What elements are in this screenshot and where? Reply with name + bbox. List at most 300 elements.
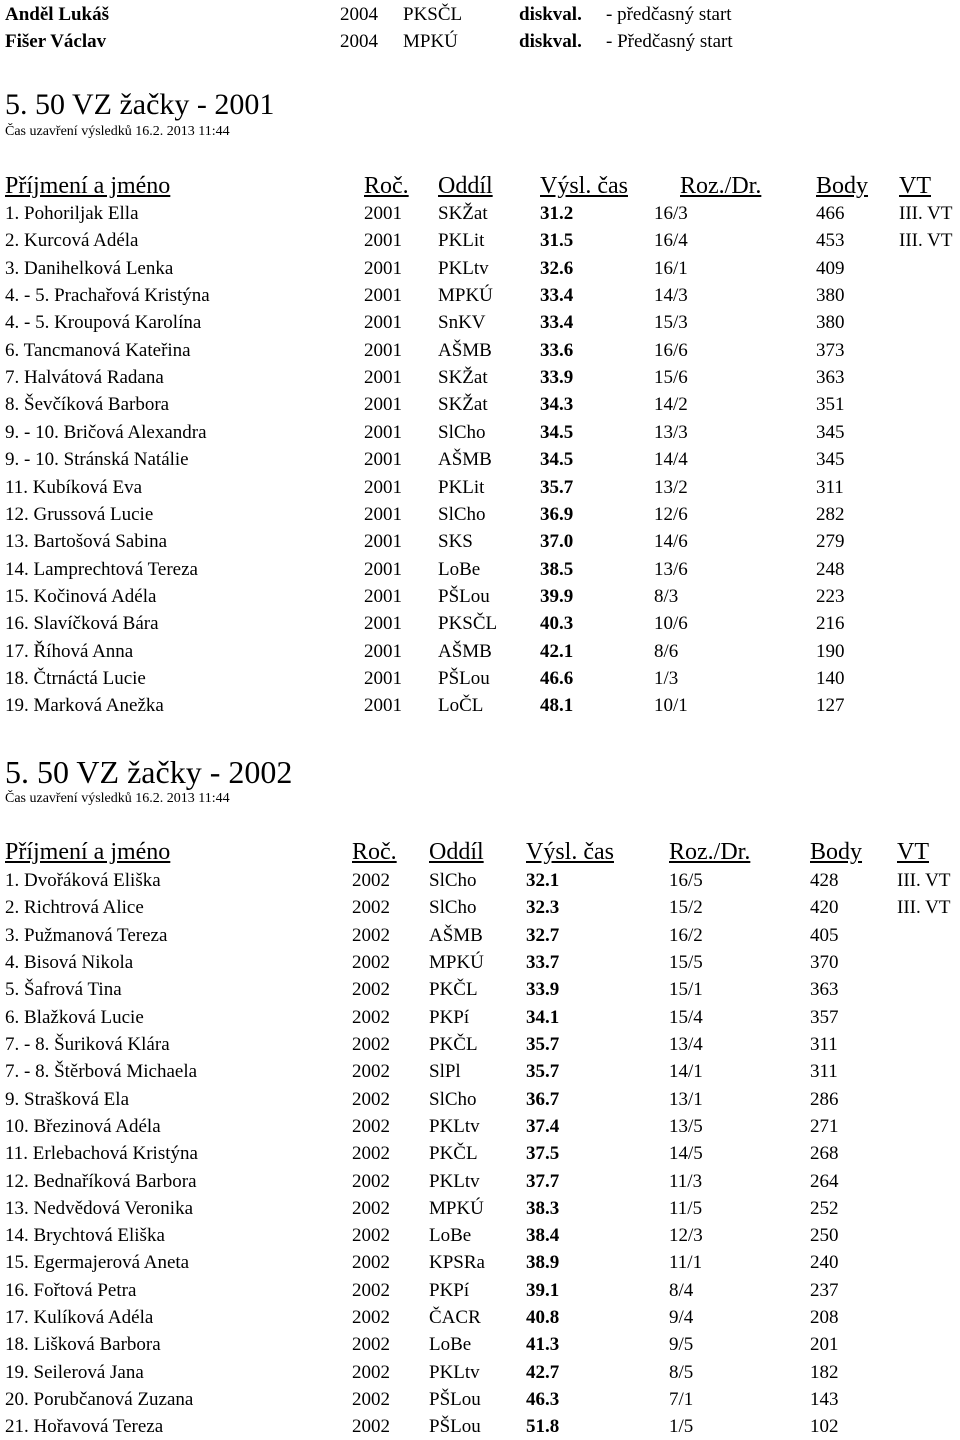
rank: 10. <box>5 1116 34 1137</box>
header-points: Body <box>810 839 863 865</box>
swimmer-cell <box>5 1004 144 1031</box>
heat-lane: 16/3 <box>654 203 688 224</box>
points: 286 <box>810 1089 839 1110</box>
swimmer-cell <box>5 867 161 894</box>
birth-year: 2001 <box>364 394 402 415</box>
header-points: Body <box>816 173 869 199</box>
birth-year: 2002 <box>352 1171 390 1192</box>
result-time: 36.9 <box>540 504 574 525</box>
swimmer-name: Halvátová Radana <box>24 367 164 388</box>
rank: 19. <box>5 1362 34 1383</box>
rank: 20. <box>5 1389 34 1410</box>
heat-lane: 13/2 <box>654 477 688 498</box>
table-row <box>0 1031 960 1058</box>
swimmer-name: Porubčanová Zuzana <box>33 1389 194 1410</box>
table-row <box>0 922 960 949</box>
birth-year: 2001 <box>364 477 402 498</box>
swimmer-cell <box>5 1386 193 1413</box>
points: 216 <box>816 613 845 634</box>
swimmer-name: Kubíková Eva <box>32 477 143 498</box>
club: SlCho <box>429 1089 477 1110</box>
points: 240 <box>810 1252 839 1273</box>
swimmer-name: Fišer Václav <box>5 31 107 52</box>
birth-year: 2001 <box>364 422 402 443</box>
points: 248 <box>816 559 845 580</box>
status: diskval. <box>519 4 582 25</box>
birth-year: 2002 <box>352 1007 390 1028</box>
club: PKLtv <box>429 1171 480 1192</box>
table-row <box>0 1304 960 1331</box>
club: PŠLou <box>438 668 490 689</box>
club: PŠLou <box>438 586 490 607</box>
points: 420 <box>810 897 839 918</box>
swimmer-name: Pužmanová Tereza <box>24 925 168 946</box>
swimmer-name: Kulíková Adéla <box>33 1307 154 1328</box>
birth-year: 2002 <box>352 1389 390 1410</box>
club: AŠMB <box>438 641 492 662</box>
club: PKLit <box>438 477 485 498</box>
result-time: 32.7 <box>526 925 560 946</box>
rank: 4. - 5. <box>5 285 55 306</box>
club: PKSČL <box>403 4 463 25</box>
result-time: 34.5 <box>540 422 574 443</box>
club: PKPí <box>429 1007 470 1028</box>
swimmer-cell <box>5 894 144 921</box>
rank: 1. <box>5 203 24 224</box>
result-time: 33.6 <box>540 340 574 361</box>
header-vt: VT <box>897 839 929 865</box>
points: 409 <box>816 258 845 279</box>
table-row <box>0 1086 960 1113</box>
points: 143 <box>810 1389 839 1410</box>
result-time: 46.6 <box>540 668 574 689</box>
swimmer-name: Březinová Adéla <box>33 1116 161 1137</box>
club: ČACR <box>429 1307 481 1328</box>
rank: 16. <box>5 1280 34 1301</box>
heat-lane: 11/3 <box>669 1171 703 1192</box>
swimmer-name: Marková Anežka <box>33 695 164 716</box>
result-time: 33.4 <box>540 285 574 306</box>
swimmer-cell <box>5 446 189 473</box>
club: PKČL <box>429 1143 478 1164</box>
birth-year: 2002 <box>352 1061 390 1082</box>
table-row <box>0 255 960 282</box>
result-time: 37.4 <box>526 1116 560 1137</box>
header-time: Výsl. čas <box>540 173 628 199</box>
result-time: 40.8 <box>526 1307 560 1328</box>
club: MPKÚ <box>403 31 458 52</box>
table-row <box>0 419 960 446</box>
birth-year: 2002 <box>352 1225 390 1246</box>
heat-lane: 7/1 <box>669 1389 694 1410</box>
rank: 11. <box>5 1143 33 1164</box>
table-row <box>0 949 960 976</box>
swimmer-cell <box>5 528 167 555</box>
heat-lane: 15/3 <box>654 312 688 333</box>
points: 453 <box>816 230 845 251</box>
table-row <box>0 976 960 1003</box>
header-name: Příjmení a jméno <box>5 173 171 199</box>
heat-lane: 1/3 <box>654 668 679 689</box>
rank: 6. <box>5 1007 24 1028</box>
birth-year: 2002 <box>352 1198 390 1219</box>
swimmer-cell <box>5 922 167 949</box>
heat-lane: 13/6 <box>654 559 688 580</box>
note: - Předčasný start <box>606 31 733 52</box>
swimmer-name: Erlebachová Kristýna <box>32 1143 198 1164</box>
rank: 16. <box>5 613 34 634</box>
result-time: 39.1 <box>526 1280 560 1301</box>
birth-year: 2001 <box>364 531 402 552</box>
club: LoBe <box>429 1334 472 1355</box>
birth-year: 2001 <box>364 230 402 251</box>
rank: 9. - 10. <box>5 449 64 470</box>
swimmer-cell <box>5 282 210 309</box>
club: AŠMB <box>429 925 483 946</box>
club: PKČL <box>429 1034 478 1055</box>
swimmer-cell <box>5 419 207 446</box>
rank: 7. - 8. <box>5 1034 55 1055</box>
result-time: 31.5 <box>540 230 574 251</box>
rank: 17. <box>5 1307 34 1328</box>
heat-lane: 10/1 <box>654 695 688 716</box>
club: MPKÚ <box>438 285 493 306</box>
table-row <box>0 583 960 610</box>
heat-lane: 15/1 <box>669 979 703 1000</box>
table-row <box>0 1058 960 1085</box>
result-time: 32.3 <box>526 897 560 918</box>
swimmer-name: Grussová Lucie <box>33 504 154 525</box>
birth-year: 2002 <box>352 1280 390 1301</box>
club: SKŽat <box>438 203 488 224</box>
points: 380 <box>816 285 845 306</box>
swimmer-cell <box>5 255 173 282</box>
rank: 19. <box>5 695 34 716</box>
swimmer-name: Strašková Ela <box>24 1089 130 1110</box>
swimmer-cell <box>5 1331 161 1358</box>
swimmer-name: Kurcová Adéla <box>24 230 139 251</box>
swimmer-name: Šuriková Klára <box>54 1034 170 1055</box>
birth-year: 2001 <box>364 258 402 279</box>
swimmer-name: Seilerová Jana <box>33 1362 144 1383</box>
swimmer-cell <box>5 1277 136 1304</box>
points: 405 <box>810 925 839 946</box>
rank: 17. <box>5 641 34 662</box>
result-time: 31.2 <box>540 203 574 224</box>
table-row <box>0 1277 960 1304</box>
swimmer-name: Fořtová Petra <box>33 1280 137 1301</box>
heat-lane: 16/6 <box>654 340 688 361</box>
result-time: 32.6 <box>540 258 574 279</box>
rank: 4. - 5. <box>5 312 55 333</box>
swimmer-cell <box>5 1113 161 1140</box>
club: MPKÚ <box>429 1198 484 1219</box>
heat-lane: 9/4 <box>669 1307 694 1328</box>
points: 264 <box>810 1171 839 1192</box>
club: SKŽat <box>438 367 488 388</box>
table-row <box>0 610 960 637</box>
swimmer-cell <box>5 227 138 254</box>
birth-year: 2001 <box>364 449 402 470</box>
birth-year: 2001 <box>364 285 402 306</box>
table-row <box>0 1331 960 1358</box>
club: PKLtv <box>429 1362 480 1383</box>
heat-lane: 15/2 <box>669 897 703 918</box>
swimmer-name: Nedvědová Veronika <box>33 1198 194 1219</box>
swimmer-name: Hořavová Tereza <box>33 1416 164 1437</box>
rank: 13. <box>5 531 34 552</box>
swimmer-cell <box>5 692 164 719</box>
heat-lane: 11/1 <box>669 1252 703 1273</box>
table-row <box>0 1222 960 1249</box>
heat-lane: 8/4 <box>669 1280 694 1301</box>
heat-lane: 16/1 <box>654 258 688 279</box>
swimmer-cell <box>5 1359 144 1386</box>
heat-lane: 16/2 <box>669 925 703 946</box>
rank: 9. <box>5 1089 24 1110</box>
rank: 18. <box>5 1334 34 1355</box>
points: 363 <box>816 367 845 388</box>
swimmer-cell <box>5 665 146 692</box>
result-time: 35.7 <box>540 477 574 498</box>
note: - předčasný start <box>606 4 732 25</box>
performance-class: III. VT <box>897 897 951 918</box>
result-time: 41.3 <box>526 1334 560 1355</box>
results-closed-time: Čas uzavření výsledků 16.2. 2013 11:44 <box>5 124 230 139</box>
swimmer-name: Kroupová Karolína <box>54 312 202 333</box>
heat-lane: 15/4 <box>669 1007 703 1028</box>
birth-year: 2002 <box>352 979 390 1000</box>
table-row <box>0 1140 960 1167</box>
birth-year: 2002 <box>352 1034 390 1055</box>
rank: 11. <box>5 477 33 498</box>
points: 208 <box>810 1307 839 1328</box>
club: LoBe <box>438 559 481 580</box>
club: PKLtv <box>438 258 489 279</box>
swimmer-cell <box>5 949 133 976</box>
table-row <box>0 1195 960 1222</box>
heat-lane: 15/5 <box>669 952 703 973</box>
section-title: 5. 50 VZ žačky - 2002 <box>5 754 293 790</box>
points: 311 <box>810 1061 838 1082</box>
swimmer-name: Stránská Natálie <box>63 449 189 470</box>
header-club: Oddíl <box>429 839 484 865</box>
points: 271 <box>810 1116 839 1137</box>
table-row <box>0 1413 960 1440</box>
heat-lane: 8/3 <box>654 586 679 607</box>
rank: 14. <box>5 1225 34 1246</box>
result-time: 35.7 <box>526 1061 560 1082</box>
rank: 6. <box>5 340 24 361</box>
club: MPKÚ <box>429 952 484 973</box>
birth-year: 2002 <box>352 1252 390 1273</box>
performance-class: III. VT <box>899 203 953 224</box>
swimmer-name: Šafrová Tina <box>24 979 122 1000</box>
header-time: Výsl. čas <box>526 839 614 865</box>
swimmer-name: Bartošová Sabina <box>33 531 168 552</box>
table-row <box>0 309 960 336</box>
result-time: 37.5 <box>526 1143 560 1164</box>
table-row <box>0 1249 960 1276</box>
header-year: Roč. <box>352 839 397 865</box>
result-time: 33.9 <box>540 367 574 388</box>
club: KPSRa <box>429 1252 485 1273</box>
result-time: 34.1 <box>526 1007 560 1028</box>
rank: 2. <box>5 230 24 251</box>
swimmer-cell <box>5 1249 189 1276</box>
club: SlCho <box>438 422 486 443</box>
club: LoBe <box>429 1225 472 1246</box>
rank: 18. <box>5 668 34 689</box>
performance-class: III. VT <box>899 230 953 251</box>
result-time: 32.1 <box>526 870 560 891</box>
table-row <box>0 894 960 921</box>
birth-year: 2001 <box>364 367 402 388</box>
table-row <box>0 692 960 719</box>
performance-class: III. VT <box>897 870 951 891</box>
club: SlCho <box>429 870 477 891</box>
swimmer-cell <box>5 309 201 336</box>
heat-lane: 15/6 <box>654 367 688 388</box>
heat-lane: 16/4 <box>654 230 688 251</box>
club: SKŽat <box>438 394 488 415</box>
swimmer-cell <box>5 583 156 610</box>
heat-lane: 16/5 <box>669 870 703 891</box>
table-row <box>0 1359 960 1386</box>
birth-year: 2002 <box>352 897 390 918</box>
table-row <box>0 227 960 254</box>
result-time: 34.5 <box>540 449 574 470</box>
result-time: 37.7 <box>526 1171 560 1192</box>
birth-year: 2001 <box>364 312 402 333</box>
points: 428 <box>810 870 839 891</box>
header-name: Příjmení a jméno <box>5 839 171 865</box>
club: PKPí <box>429 1280 470 1301</box>
birth-year: 2001 <box>364 668 402 689</box>
points: 311 <box>816 477 844 498</box>
heat-lane: 14/6 <box>654 531 688 552</box>
result-time: 39.9 <box>540 586 574 607</box>
swimmer-name: Bednaříková Barbora <box>33 1171 197 1192</box>
swimmer-cell <box>5 501 153 528</box>
heat-lane: 9/5 <box>669 1334 694 1355</box>
heat-lane: 13/3 <box>654 422 688 443</box>
table-row <box>0 1386 960 1413</box>
birth-year: 2001 <box>364 586 402 607</box>
rank: 15. <box>5 586 34 607</box>
heat-lane: 14/4 <box>654 449 688 470</box>
points: 140 <box>816 668 845 689</box>
table-row <box>0 337 960 364</box>
swimmer-cell <box>5 364 164 391</box>
swimmer-name: Anděl Lukáš <box>5 4 110 25</box>
result-time: 33.9 <box>526 979 560 1000</box>
result-time: 38.4 <box>526 1225 560 1246</box>
swimmer-name: Tancmanová Kateřina <box>23 340 191 361</box>
points: 363 <box>810 979 839 1000</box>
rank: 3. <box>5 925 24 946</box>
birth-year: 2001 <box>364 695 402 716</box>
swimmer-name: Slavíčková Bára <box>33 613 159 634</box>
club: PKLtv <box>429 1116 480 1137</box>
header-club: Oddíl <box>438 173 493 199</box>
heat-lane: 14/1 <box>669 1061 703 1082</box>
result-time: 37.0 <box>540 531 574 552</box>
birth-year: 2002 <box>352 1143 390 1164</box>
points: 250 <box>810 1225 839 1246</box>
birth-year: 2001 <box>364 613 402 634</box>
swimmer-name: Lišková Barbora <box>33 1334 161 1355</box>
club: PŠLou <box>429 1416 481 1437</box>
table-row <box>0 200 960 227</box>
birth-year: 2002 <box>352 1334 390 1355</box>
club: LoČL <box>438 695 484 716</box>
birth-year: 2002 <box>352 870 390 891</box>
birth-year: 2002 <box>352 1089 390 1110</box>
table-header <box>0 171 960 201</box>
swimmer-cell <box>5 474 142 501</box>
result-time: 38.5 <box>540 559 574 580</box>
points: 380 <box>816 312 845 333</box>
rank: 2. <box>5 897 24 918</box>
rank: 7. - 8. <box>5 1061 55 1082</box>
rank: 1. <box>5 870 24 891</box>
swimmer-cell <box>5 1058 197 1085</box>
club: AŠMB <box>438 340 492 361</box>
birth-year: 2002 <box>352 1362 390 1383</box>
points: 127 <box>816 695 845 716</box>
points: 223 <box>816 586 845 607</box>
swimmer-name: Blažková Lucie <box>24 1007 144 1028</box>
heat-lane: 8/5 <box>669 1362 694 1383</box>
swimmer-name: Brychtová Eliška <box>33 1225 165 1246</box>
swimmer-cell <box>5 391 169 418</box>
result-time: 35.7 <box>526 1034 560 1055</box>
disqualified-row <box>0 1 960 28</box>
birth-year: 2002 <box>352 1416 390 1437</box>
club: PKČL <box>429 979 478 1000</box>
heat-lane: 14/2 <box>654 394 688 415</box>
birth-year: 2004 <box>340 4 378 25</box>
table-row <box>0 528 960 555</box>
club: AŠMB <box>438 449 492 470</box>
header-heat: Roz./Dr. <box>680 173 762 199</box>
swimmer-cell <box>5 1413 163 1440</box>
swimmer-cell <box>5 337 191 364</box>
birth-year: 2002 <box>352 1307 390 1328</box>
swimmer-name: Egermajerová Aneta <box>33 1252 190 1273</box>
table-row <box>0 282 960 309</box>
table-row <box>0 364 960 391</box>
result-time: 33.4 <box>540 312 574 333</box>
table-row <box>0 446 960 473</box>
points: 373 <box>816 340 845 361</box>
rank: 12. <box>5 504 34 525</box>
header-year: Roč. <box>364 173 409 199</box>
result-time: 42.7 <box>526 1362 560 1383</box>
club: PKSČL <box>438 613 498 634</box>
heat-lane: 13/1 <box>669 1089 703 1110</box>
result-time: 46.3 <box>526 1389 560 1410</box>
disqualified-row <box>0 28 960 55</box>
heat-lane: 1/5 <box>669 1416 694 1437</box>
heat-lane: 13/5 <box>669 1116 703 1137</box>
rank: 13. <box>5 1198 34 1219</box>
table-row <box>0 1004 960 1031</box>
table-row <box>0 1168 960 1195</box>
birth-year: 2001 <box>364 641 402 662</box>
club: PŠLou <box>429 1389 481 1410</box>
